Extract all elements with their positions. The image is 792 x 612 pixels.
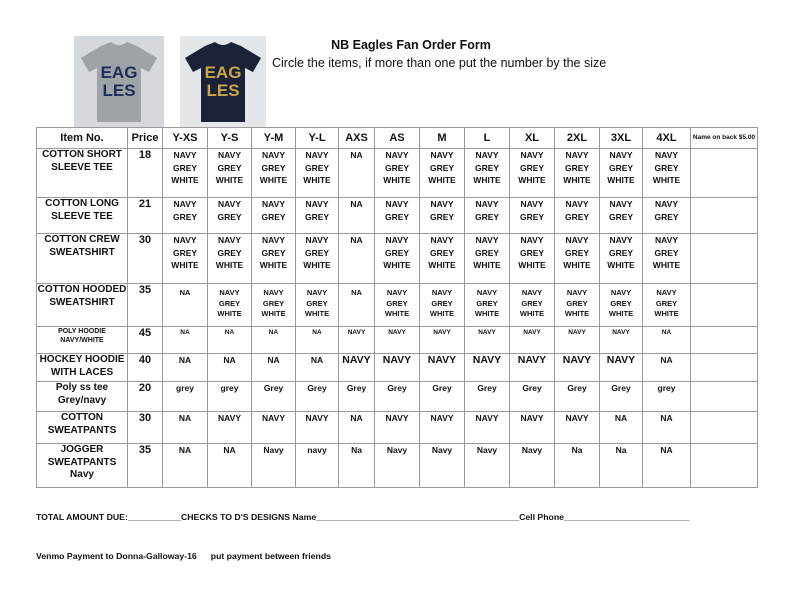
- color-option[interactable]: NAVY: [430, 235, 454, 245]
- color-option[interactable]: NAVY: [609, 199, 633, 209]
- table-row: [37, 412, 758, 444]
- item-name-cell: COTTON SHORT SLEEVE TEE: [37, 149, 128, 198]
- size-option-cell[interactable]: Grey: [339, 382, 375, 412]
- color-option[interactable]: WHITE: [563, 260, 591, 270]
- size-option-cell[interactable]: Grey: [600, 382, 643, 412]
- size-option-cell[interactable]: [375, 198, 420, 234]
- table-row: [37, 234, 758, 284]
- color-option[interactable]: WHITE: [518, 175, 546, 185]
- column-header: Price: [128, 128, 163, 149]
- size-option-cell[interactable]: NAVY: [208, 412, 252, 444]
- color-option[interactable]: NAVY: [218, 235, 241, 245]
- size-option-cell[interactable]: NAVY: [375, 327, 420, 354]
- color-option[interactable]: WHITE: [474, 309, 500, 318]
- size-option-cell[interactable]: Navy: [375, 444, 420, 488]
- color-option[interactable]: WHITE: [652, 175, 681, 185]
- color-option[interactable]: GREY: [261, 247, 286, 258]
- size-option-cell[interactable]: [296, 198, 339, 234]
- table-row: [37, 149, 758, 198]
- size-option-cell[interactable]: [252, 149, 296, 198]
- color-option[interactable]: WHITE: [607, 260, 635, 270]
- color-option[interactable]: WHITE: [171, 175, 199, 185]
- color-option[interactable]: NAVY: [610, 288, 632, 297]
- size-option-cell[interactable]: NA: [163, 412, 208, 444]
- color-option[interactable]: NAVY: [656, 288, 677, 297]
- color-option[interactable]: NAVY: [305, 199, 329, 209]
- color-option[interactable]: GREY: [429, 247, 455, 258]
- color-option[interactable]: WHITE: [384, 309, 410, 318]
- size-option-cell[interactable]: Na: [339, 444, 375, 488]
- name-on-back-cell[interactable]: [691, 327, 758, 354]
- venmo-line: [36, 551, 331, 561]
- color-option[interactable]: GREY: [217, 162, 242, 173]
- size-option-cell[interactable]: NA: [252, 327, 296, 354]
- color-option[interactable]: WHITE: [428, 260, 456, 270]
- color-option[interactable]: NAVY: [305, 235, 329, 245]
- column-header: Item No.: [37, 128, 128, 149]
- size-option-cell[interactable]: NAVY: [296, 412, 339, 444]
- color-option[interactable]: NAVY: [385, 199, 409, 209]
- color-option[interactable]: NAVY: [173, 199, 197, 209]
- size-option-cell[interactable]: [163, 234, 208, 284]
- color-option[interactable]: NAVY: [520, 150, 544, 160]
- color-option[interactable]: NAVY: [385, 150, 409, 160]
- price-cell: 45: [128, 327, 163, 354]
- table-row: [37, 327, 758, 354]
- color-option[interactable]: GREY: [566, 298, 588, 308]
- size-option-cell[interactable]: NA: [339, 284, 375, 327]
- color-option[interactable]: WHITE: [259, 260, 288, 270]
- size-option-cell[interactable]: grey: [163, 382, 208, 412]
- size-option-cell[interactable]: grey: [208, 382, 252, 412]
- shirt-text-line1: EAG: [204, 63, 242, 82]
- color-option[interactable]: NAVY: [565, 150, 589, 160]
- color-option[interactable]: NAVY: [565, 199, 589, 209]
- size-option-cell[interactable]: [510, 149, 555, 198]
- size-option-cell[interactable]: [555, 284, 600, 327]
- color-option[interactable]: GREY: [429, 162, 455, 173]
- color-option[interactable]: WHITE: [564, 309, 590, 318]
- color-option[interactable]: NAVY: [521, 288, 543, 297]
- color-option[interactable]: NAVY: [173, 150, 197, 160]
- size-option-cell[interactable]: [555, 149, 600, 198]
- table-row: [37, 284, 758, 327]
- size-option-cell[interactable]: Navy: [420, 444, 465, 488]
- color-option[interactable]: NAVY: [565, 235, 589, 245]
- color-option[interactable]: GREY: [654, 162, 679, 173]
- color-option[interactable]: GREY: [474, 162, 500, 173]
- item-name-cell: JOGGER SWEATPANTS Navy: [37, 444, 128, 488]
- color-option[interactable]: GREY: [261, 211, 286, 222]
- size-option-cell[interactable]: NAVY: [465, 354, 510, 382]
- column-header: Y-M: [252, 128, 296, 149]
- grey-shirt-photo: [74, 36, 164, 128]
- color-option[interactable]: GREY: [304, 162, 330, 173]
- size-option-cell[interactable]: [375, 284, 420, 327]
- size-option-cell[interactable]: [375, 234, 420, 284]
- name-on-back-cell[interactable]: [691, 444, 758, 488]
- size-option-cell[interactable]: NAVY: [420, 327, 465, 354]
- color-option[interactable]: GREY: [429, 211, 455, 222]
- name-on-back-cell[interactable]: [691, 234, 758, 284]
- color-option[interactable]: NAVY: [173, 235, 197, 245]
- size-option-cell[interactable]: NA: [339, 234, 375, 284]
- color-option[interactable]: WHITE: [383, 260, 411, 270]
- size-option-cell[interactable]: NA: [163, 284, 208, 327]
- size-option-cell[interactable]: [600, 149, 643, 198]
- size-option-cell[interactable]: NAVY: [465, 327, 510, 354]
- color-option[interactable]: WHITE: [654, 309, 679, 318]
- column-header: 2XL: [555, 128, 600, 149]
- size-option-cell[interactable]: [510, 234, 555, 284]
- color-option[interactable]: NAVY: [385, 235, 409, 245]
- name-on-back-cell[interactable]: [691, 284, 758, 327]
- size-option-cell[interactable]: [643, 149, 691, 198]
- table-row: [37, 354, 758, 382]
- size-option-cell[interactable]: NAVY: [252, 412, 296, 444]
- size-option-cell[interactable]: [465, 284, 510, 327]
- color-option[interactable]: NAVY: [430, 150, 454, 160]
- color-option[interactable]: GREY: [476, 298, 498, 308]
- size-option-cell[interactable]: NAVY: [510, 412, 555, 444]
- size-option-cell[interactable]: NAVY: [555, 354, 600, 382]
- name-on-back-cell[interactable]: [691, 354, 758, 382]
- size-option-cell[interactable]: Grey: [375, 382, 420, 412]
- color-option[interactable]: WHITE: [217, 309, 242, 318]
- size-option-cell[interactable]: NA: [163, 354, 208, 382]
- price-cell: 21: [128, 198, 163, 234]
- color-option[interactable]: WHITE: [519, 309, 545, 318]
- color-option[interactable]: GREY: [304, 247, 330, 258]
- size-option-cell[interactable]: [296, 284, 339, 327]
- color-option[interactable]: NAVY: [566, 288, 588, 297]
- column-header: Name on back $5.00: [691, 128, 758, 149]
- total-amount-line[interactable]: TOTAL AMOUNT DUE:___________CHECKS TO D'S DESIGNS Name__________________________________________Cell Phone__________________________: [36, 512, 690, 522]
- size-option-cell[interactable]: [252, 234, 296, 284]
- color-option[interactable]: GREY: [474, 247, 500, 258]
- shirt-text-line2: LES: [102, 81, 136, 100]
- price-cell: 35: [128, 284, 163, 327]
- color-option[interactable]: GREY: [172, 162, 198, 173]
- color-option[interactable]: WHITE: [383, 175, 411, 185]
- size-option-cell[interactable]: [600, 234, 643, 284]
- size-option-cell[interactable]: [643, 198, 691, 234]
- size-option-cell[interactable]: grey: [643, 382, 691, 412]
- color-option[interactable]: GREY: [217, 211, 242, 222]
- size-option-cell[interactable]: NA: [252, 354, 296, 382]
- color-option[interactable]: GREY: [262, 298, 285, 308]
- size-option-cell[interactable]: Na: [555, 444, 600, 488]
- size-option-cell[interactable]: [465, 149, 510, 198]
- color-option[interactable]: GREY: [654, 247, 679, 258]
- size-option-cell[interactable]: [375, 149, 420, 198]
- shirt-text-line1: EAG: [100, 63, 138, 82]
- order-table: [36, 127, 758, 488]
- item-name-cell: Poly ss tee Grey/navy: [37, 382, 128, 412]
- color-option[interactable]: NAVY: [306, 288, 328, 297]
- size-option-cell[interactable]: NA: [339, 149, 375, 198]
- size-option-cell[interactable]: [208, 284, 252, 327]
- size-option-cell[interactable]: Navy: [252, 444, 296, 488]
- color-option[interactable]: NAVY: [218, 150, 241, 160]
- form-subtitle: Circle the items, if more than one put the number by the size: [272, 56, 607, 70]
- size-option-cell[interactable]: [555, 234, 600, 284]
- color-option[interactable]: GREY: [306, 298, 328, 308]
- size-option-cell[interactable]: [420, 149, 465, 198]
- color-option[interactable]: WHITE: [473, 175, 501, 185]
- size-option-cell[interactable]: NA: [643, 444, 691, 488]
- size-option-cell[interactable]: NAVY: [420, 354, 465, 382]
- size-option-cell[interactable]: NA: [643, 354, 691, 382]
- table-row: [37, 198, 758, 234]
- size-option-cell[interactable]: NA: [600, 412, 643, 444]
- size-option-cell[interactable]: NA: [208, 444, 252, 488]
- size-option-cell[interactable]: [296, 149, 339, 198]
- color-option[interactable]: NAVY: [520, 199, 544, 209]
- item-name-cell: COTTON CREW SWEATSHIRT: [37, 234, 128, 284]
- size-option-cell[interactable]: [208, 198, 252, 234]
- column-header: AS: [375, 128, 420, 149]
- color-option[interactable]: NAVY: [218, 199, 241, 209]
- size-option-cell[interactable]: NA: [339, 412, 375, 444]
- item-name-cell: POLY HOODIE NAVY/WHITE: [37, 327, 128, 354]
- size-option-cell[interactable]: NAVY: [600, 354, 643, 382]
- color-option[interactable]: GREY: [217, 247, 242, 258]
- color-option[interactable]: GREY: [519, 247, 545, 258]
- size-option-cell[interactable]: NAVY: [510, 327, 555, 354]
- color-option[interactable]: WHITE: [303, 175, 331, 185]
- color-option[interactable]: NAVY: [219, 288, 240, 297]
- column-header: M: [420, 128, 465, 149]
- name-on-back-cell[interactable]: [691, 412, 758, 444]
- size-option-cell[interactable]: NAVY: [375, 354, 420, 382]
- size-option-cell[interactable]: Grey: [510, 382, 555, 412]
- size-option-cell[interactable]: NA: [296, 327, 339, 354]
- color-option[interactable]: GREY: [654, 211, 679, 222]
- color-option[interactable]: NAVY: [655, 235, 678, 245]
- color-option[interactable]: GREY: [384, 247, 410, 258]
- size-option-cell[interactable]: NAVY: [339, 327, 375, 354]
- color-option[interactable]: GREY: [386, 298, 408, 308]
- color-option[interactable]: WHITE: [303, 260, 331, 270]
- navy-tshirt-icon: [183, 40, 263, 124]
- color-option[interactable]: GREY: [519, 162, 545, 173]
- color-option[interactable]: NAVY: [655, 150, 678, 160]
- shirt-text-line2: LES: [206, 81, 240, 100]
- form-title: NB Eagles Fan Order Form: [331, 38, 491, 52]
- column-header: Y-XS: [163, 128, 208, 149]
- name-on-back-cell[interactable]: [691, 149, 758, 198]
- size-option-cell[interactable]: [252, 284, 296, 327]
- color-option[interactable]: WHITE: [261, 309, 286, 318]
- size-option-cell[interactable]: NA: [296, 354, 339, 382]
- color-option[interactable]: NAVY: [430, 199, 454, 209]
- column-header: Y-S: [208, 128, 252, 149]
- price-cell: 35: [128, 444, 163, 488]
- venmo-label: Venmo Payment to Donna-Galloway-16: [36, 551, 197, 561]
- size-option-cell[interactable]: [465, 234, 510, 284]
- color-option[interactable]: GREY: [474, 211, 500, 222]
- color-option[interactable]: GREY: [431, 298, 453, 308]
- size-option-cell[interactable]: [510, 284, 555, 327]
- size-option-cell[interactable]: Grey: [420, 382, 465, 412]
- price-cell: 18: [128, 149, 163, 198]
- color-option[interactable]: WHITE: [215, 260, 244, 270]
- size-option-cell[interactable]: [643, 234, 691, 284]
- size-option-cell[interactable]: [252, 198, 296, 234]
- size-option-cell[interactable]: Navy: [465, 444, 510, 488]
- column-header: L: [465, 128, 510, 149]
- price-cell: 20: [128, 382, 163, 412]
- size-option-cell[interactable]: NAVY: [600, 327, 643, 354]
- size-option-cell[interactable]: [296, 234, 339, 284]
- color-option[interactable]: GREY: [608, 211, 634, 222]
- size-option-cell[interactable]: [163, 149, 208, 198]
- color-option[interactable]: WHITE: [607, 175, 635, 185]
- color-option[interactable]: GREY: [218, 298, 241, 308]
- size-option-cell[interactable]: [555, 198, 600, 234]
- table-row: [37, 444, 758, 488]
- price-cell: 30: [128, 412, 163, 444]
- column-header: 3XL: [600, 128, 643, 149]
- venmo-note: put payment between friends: [210, 551, 331, 561]
- color-option[interactable]: NAVY: [386, 288, 408, 297]
- color-option[interactable]: GREY: [608, 247, 634, 258]
- size-option-cell[interactable]: [465, 198, 510, 234]
- color-option[interactable]: GREY: [610, 298, 632, 308]
- size-option-cell[interactable]: NA: [339, 198, 375, 234]
- color-option[interactable]: WHITE: [171, 260, 199, 270]
- price-cell: 30: [128, 234, 163, 284]
- color-option[interactable]: GREY: [304, 211, 330, 222]
- item-name-cell: HOCKEY HOODIE WITH LACES: [37, 354, 128, 382]
- size-option-cell[interactable]: [163, 198, 208, 234]
- color-option[interactable]: WHITE: [428, 175, 456, 185]
- color-option[interactable]: NAVY: [609, 150, 633, 160]
- size-option-cell[interactable]: [420, 284, 465, 327]
- size-option-cell[interactable]: [510, 198, 555, 234]
- color-option[interactable]: WHITE: [259, 175, 288, 185]
- size-option-cell[interactable]: Navy: [510, 444, 555, 488]
- size-option-cell[interactable]: [643, 284, 691, 327]
- size-option-cell[interactable]: NA: [208, 327, 252, 354]
- column-header: XL: [510, 128, 555, 149]
- color-option[interactable]: NAVY: [262, 150, 285, 160]
- color-option[interactable]: GREY: [172, 247, 198, 258]
- color-option[interactable]: GREY: [608, 162, 634, 173]
- color-option[interactable]: WHITE: [608, 309, 634, 318]
- color-option[interactable]: GREY: [519, 211, 545, 222]
- color-option[interactable]: WHITE: [652, 260, 681, 270]
- color-option[interactable]: WHITE: [429, 309, 455, 318]
- color-option[interactable]: NAVY: [475, 235, 499, 245]
- column-header: Y-L: [296, 128, 339, 149]
- size-option-cell[interactable]: Grey: [555, 382, 600, 412]
- color-option[interactable]: WHITE: [304, 309, 330, 318]
- color-option[interactable]: NAVY: [520, 235, 544, 245]
- color-option[interactable]: NAVY: [476, 288, 498, 297]
- color-option[interactable]: GREY: [521, 298, 543, 308]
- color-option[interactable]: GREY: [655, 298, 678, 308]
- table-header-row: [37, 128, 758, 149]
- size-option-cell[interactable]: [208, 234, 252, 284]
- size-option-cell[interactable]: NAVY: [555, 412, 600, 444]
- color-option[interactable]: GREY: [564, 247, 590, 258]
- size-option-cell[interactable]: [420, 234, 465, 284]
- color-option[interactable]: WHITE: [518, 260, 546, 270]
- grey-tshirt-icon: [79, 40, 159, 124]
- size-option-cell[interactable]: [208, 149, 252, 198]
- color-option[interactable]: NAVY: [475, 150, 499, 160]
- navy-shirt-photo: [180, 36, 266, 128]
- size-option-cell[interactable]: Na: [600, 444, 643, 488]
- color-option[interactable]: WHITE: [473, 260, 501, 270]
- name-on-back-cell[interactable]: [691, 198, 758, 234]
- color-option[interactable]: WHITE: [563, 175, 591, 185]
- color-option[interactable]: GREY: [172, 211, 198, 222]
- size-option-cell[interactable]: NA: [163, 327, 208, 354]
- color-option[interactable]: WHITE: [215, 175, 244, 185]
- size-option-cell[interactable]: [600, 198, 643, 234]
- color-option[interactable]: GREY: [384, 211, 410, 222]
- color-option[interactable]: NAVY: [263, 288, 284, 297]
- color-option[interactable]: NAVY: [262, 235, 285, 245]
- size-option-cell[interactable]: NAVY: [555, 327, 600, 354]
- color-option[interactable]: GREY: [261, 162, 286, 173]
- size-option-cell[interactable]: navy: [296, 444, 339, 488]
- color-option[interactable]: NAVY: [475, 199, 499, 209]
- size-option-cell[interactable]: NA: [208, 354, 252, 382]
- table-row: [37, 382, 758, 412]
- size-option-cell[interactable]: NAVY: [510, 354, 555, 382]
- size-option-cell[interactable]: NAVY: [339, 354, 375, 382]
- color-option[interactable]: NAVY: [262, 199, 285, 209]
- item-name-cell: COTTON SWEATPANTS: [37, 412, 128, 444]
- size-option-cell[interactable]: Grey: [252, 382, 296, 412]
- price-cell: 40: [128, 354, 163, 382]
- size-option-cell[interactable]: NAVY: [420, 412, 465, 444]
- color-option[interactable]: NAVY: [305, 150, 329, 160]
- size-option-cell[interactable]: NAVY: [465, 412, 510, 444]
- color-option[interactable]: NAVY: [431, 288, 453, 297]
- item-name-cell: COTTON LONG SLEEVE TEE: [37, 198, 128, 234]
- column-header: AXS: [339, 128, 375, 149]
- color-option[interactable]: NAVY: [655, 199, 678, 209]
- size-option-cell[interactable]: [420, 198, 465, 234]
- size-option-cell[interactable]: [600, 284, 643, 327]
- column-header: 4XL: [643, 128, 691, 149]
- size-option-cell[interactable]: NAVY: [375, 412, 420, 444]
- item-name-cell: COTTON HOODED SWEATSHIRT: [37, 284, 128, 327]
- size-option-cell[interactable]: NA: [163, 444, 208, 488]
- name-on-back-cell[interactable]: [691, 382, 758, 412]
- color-option[interactable]: NAVY: [609, 235, 633, 245]
- color-option[interactable]: GREY: [564, 162, 590, 173]
- size-option-cell[interactable]: Grey: [296, 382, 339, 412]
- color-option[interactable]: GREY: [564, 211, 590, 222]
- size-option-cell[interactable]: NA: [643, 327, 691, 354]
- size-option-cell[interactable]: Grey: [465, 382, 510, 412]
- size-option-cell[interactable]: NA: [643, 412, 691, 444]
- color-option[interactable]: GREY: [384, 162, 410, 173]
